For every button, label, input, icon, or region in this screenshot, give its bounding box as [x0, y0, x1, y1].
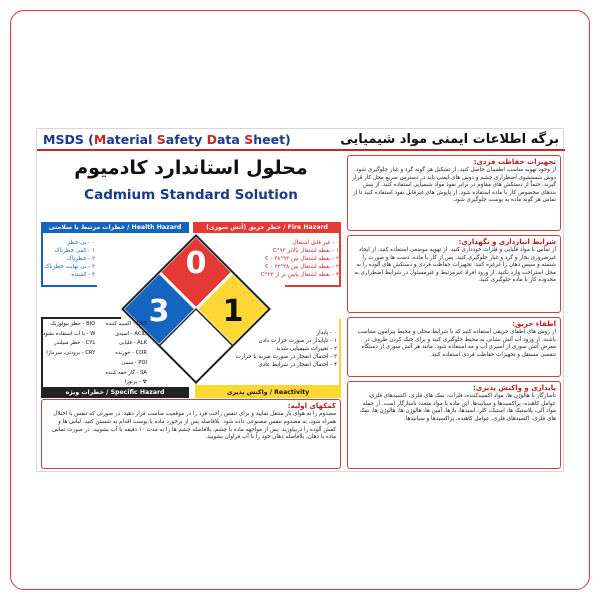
ppe-title: تجهیزات حفاظت فردی: — [473, 158, 556, 166]
storage-title: شرایط انبارداری و نگهداری: — [458, 238, 556, 246]
fire-rating: 0 — [185, 246, 207, 281]
first-aid-box — [41, 399, 341, 469]
health-rating: 3 — [148, 294, 170, 329]
product-name-fa: محلول استاندارد کادمیوم — [74, 157, 308, 179]
storage-box — [347, 235, 561, 313]
fire-hazard-label: خطر حریق (آتش سوزی) / Fire Hazard — [193, 222, 341, 233]
specific-hazard-list: OXY - اکسید کننده BIO - خطر بیولوژیک ACID - اسیدی W - با آب استفاده نشود ALK - قلیایی CYL - خطر سیلندر COR - خورنده CRY - برودتی، سرمازا POI - سمی SA - گاز خفه کننده ☢ - پرتوزا — [43, 321, 147, 386]
reactivity-list: ۰ - پایدار ۱ - ناپایدار در صورت حرارت دادن ۲ - تغییرات شیمیایی شدید ۳ - احتمال انفجار در صورت ضربه یا حرارت ۴ - احتمال انفجار در شرایط عادی — [235, 330, 337, 368]
specific-hazard-label: خطرات ویژه / Specific Hazard — [41, 387, 189, 398]
ppe-text: از وجود تهویه مناسب اطمینان حاصل کنید. از تشکیل هر گونه گرد و غبار جلوگیری شود. دوش شستشوی اضطراری چشم و دوش های ایمنی باید در دسترس سریع محل کار قرار گیرند. حتماً از دستکش های مقاوم در برابر نفوذ مواد شیمیایی استفاده کنید. از پیش بندهای مخصوص کار با ماده استفاده شود. از پایوش های غیرقابل نفوذ استفاده کنید تا از تماس هر گونه ماده به پوست جلوگیری شود. — [352, 167, 556, 204]
msds-sheet — [36, 128, 564, 472]
reactivity-label: واکنش پذیری / Reactivity — [195, 387, 341, 398]
reactivity-rating: 1 — [222, 294, 244, 329]
storage-text: از تماس با مواد قلیایی و فلزات خودداری کنید. از تهویه موضعی استفاده کنید. از ایجاد غیرضروری بخار و گرد و غبار جلوگیری کنید. پس از کار با ماده، دست ها و صورت را شسته و سپس دهان را غرغره کنید. تجهیزات حفاظت فردی و دستکش های آلوده را به محل استراحت وارد نکنید. از ورود افراد غیرمرتبط و غیرمسئول در شرایط اضطراری به محدوده کار با ماده جلوگیری کنید. — [354, 247, 556, 284]
ppe-box — [347, 155, 561, 231]
fire-fighting-text: از روش های اطفای حریقی استفاده کنید که با شرایط محلی و محیط پیرامون متناسب باشند. از ورود آب آتش نشانی به محیط جلوگیری کنید و برای خنک کردن ظروف در معرض آتش سوزی از اسپری آب و مه استفاده شود. مانند هر آتش سوزی از دستگاه تنفسی مستقل و تجهیزات حفاظت فردی استفاده کنید. — [357, 329, 556, 358]
first-aid-title: کمکهای اولیه: — [287, 402, 336, 410]
stability-box — [347, 381, 561, 469]
health-hazard-label: خطرات مرتبط با سلامتی / Health Hazard — [41, 222, 189, 233]
fire-hazard-list: ۰ - غیر قابل اشتعال ۱ - نقطه اشتعال بالاتر ۹۳°C ۲ - نقطه اشتعال بین ۹۳°C - ۳۸ ۳ - نقطه اشتعال بین ۳۸°C - ۲۳ ۴ - نقطه اشتعال پایین تر از ۲۳°C — [260, 240, 339, 278]
first-aid-text: مصدوم را به هوای باز منتقل نمایید و برای تنفس راحت فرد را در موقعیت مناسب قرار دهید. در صورتی که تنفس با اختلال همراه شود، به مصدوم تنفس مصنوعی داده شود. بلافاصله پس از برخورد ماده با پوست اقدام به شستن کنید. لباس ها و کفش آلوده را دربیاورید. پس از مواجهه ماده با چشم، بلافاصله چشم ها را به مدت ۱۰ دقیقه با آب بشویید. در صورت تماس ماده با دهان، بلافاصله دهان خود را با آب فراوان بشویید. — [52, 411, 336, 441]
stability-title: پایداری و واکنش پذیری: — [473, 384, 556, 392]
health-hazard-list: ۰ - بی خطر ۱ - کمی خطرناک ۲ - خطرناک ۳ - بی نهایت خطرناک ۴ - کشنده — [44, 240, 95, 278]
title-fa: برگه اطلاعات ایمنی مواد شیمیایی — [340, 131, 559, 147]
sheet-header — [37, 129, 565, 151]
product-name-en: Cadmium Standard Solution — [84, 187, 298, 203]
title-en: MSDS (Material Safety Data Sheet) — [43, 131, 291, 147]
stability-text: ناسازگار با هالوژن ها، مواد اکسیدکننده، فلزات، نمک های فلزی، اکسیدهای فلزی، عوامل کاهنده، پراکسیدها و سیانیدها. این ماده با مواد متعدد ناسازگار است. از جمله مواد آلی، پلاستیک ها، استیک، کلر، اسیدها، بازها، آمین ها، هالوژن ها، هالوژن ها، نمک های فلزی، اکسیدهای فلزی، عوامل کاهنده، پراکسیدها و سیانیدها. — [359, 393, 556, 422]
fire-fighting-box — [347, 317, 561, 377]
fire-fighting-title: اطفاء حریق: — [512, 320, 556, 328]
